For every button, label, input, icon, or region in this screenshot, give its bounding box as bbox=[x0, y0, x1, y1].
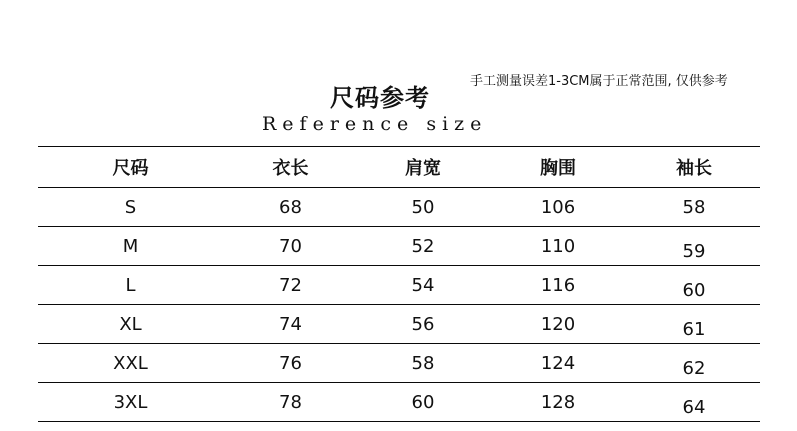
page-title-chinese: 尺码参考 bbox=[330, 84, 430, 112]
table-header bbox=[38, 147, 760, 188]
cell-bust: 106 bbox=[488, 188, 628, 227]
cell-sleeve: 59 bbox=[628, 232, 760, 271]
cell-size: XXL bbox=[38, 344, 223, 383]
cell-length: 74 bbox=[223, 305, 358, 344]
column-header-bust: 胸围 bbox=[488, 147, 628, 188]
table-header-row bbox=[38, 147, 760, 188]
table-row bbox=[38, 266, 760, 305]
size-table bbox=[38, 146, 760, 422]
cell-shoulder: 60 bbox=[358, 383, 488, 422]
cell-size: S bbox=[38, 188, 223, 227]
cell-length: 78 bbox=[223, 383, 358, 422]
column-header-sleeve: 袖长 bbox=[628, 147, 760, 188]
cell-size: M bbox=[38, 227, 223, 266]
cell-shoulder: 50 bbox=[358, 188, 488, 227]
table-row bbox=[38, 227, 760, 266]
cell-bust: 110 bbox=[488, 227, 628, 266]
size-table-container bbox=[38, 146, 760, 431]
cell-sleeve: 58 bbox=[628, 188, 760, 227]
cell-sleeve: 60 bbox=[628, 271, 760, 310]
cell-bust: 124 bbox=[488, 344, 628, 383]
cell-size: 3XL bbox=[38, 383, 223, 422]
cell-length: 76 bbox=[223, 344, 358, 383]
cell-shoulder: 52 bbox=[358, 227, 488, 266]
cell-length: 70 bbox=[223, 227, 358, 266]
cell-length: 68 bbox=[223, 188, 358, 227]
measurement-note: 手工测量误差1-3CM属于正常范围, 仅供参考 bbox=[470, 74, 728, 89]
cell-sleeve: 62 bbox=[628, 349, 760, 388]
cell-shoulder: 54 bbox=[358, 266, 488, 305]
cell-shoulder: 56 bbox=[358, 305, 488, 344]
column-header-size: 尺码 bbox=[38, 147, 223, 188]
cell-size: L bbox=[38, 266, 223, 305]
column-header-shoulder: 肩宽 bbox=[358, 147, 488, 188]
table-row bbox=[38, 188, 760, 227]
cell-length: 72 bbox=[223, 266, 358, 305]
table-row bbox=[38, 344, 760, 383]
cell-bust: 120 bbox=[488, 305, 628, 344]
cell-sleeve: 61 bbox=[628, 310, 760, 349]
table-row bbox=[38, 305, 760, 344]
cell-sleeve: 64 bbox=[628, 388, 760, 427]
cell-size: XL bbox=[38, 305, 223, 344]
cell-shoulder: 58 bbox=[358, 344, 488, 383]
column-header-length: 衣长 bbox=[223, 147, 358, 188]
page-title-english: Reference size bbox=[262, 113, 488, 135]
table-body bbox=[38, 188, 760, 422]
cell-bust: 116 bbox=[488, 266, 628, 305]
cell-bust: 128 bbox=[488, 383, 628, 422]
